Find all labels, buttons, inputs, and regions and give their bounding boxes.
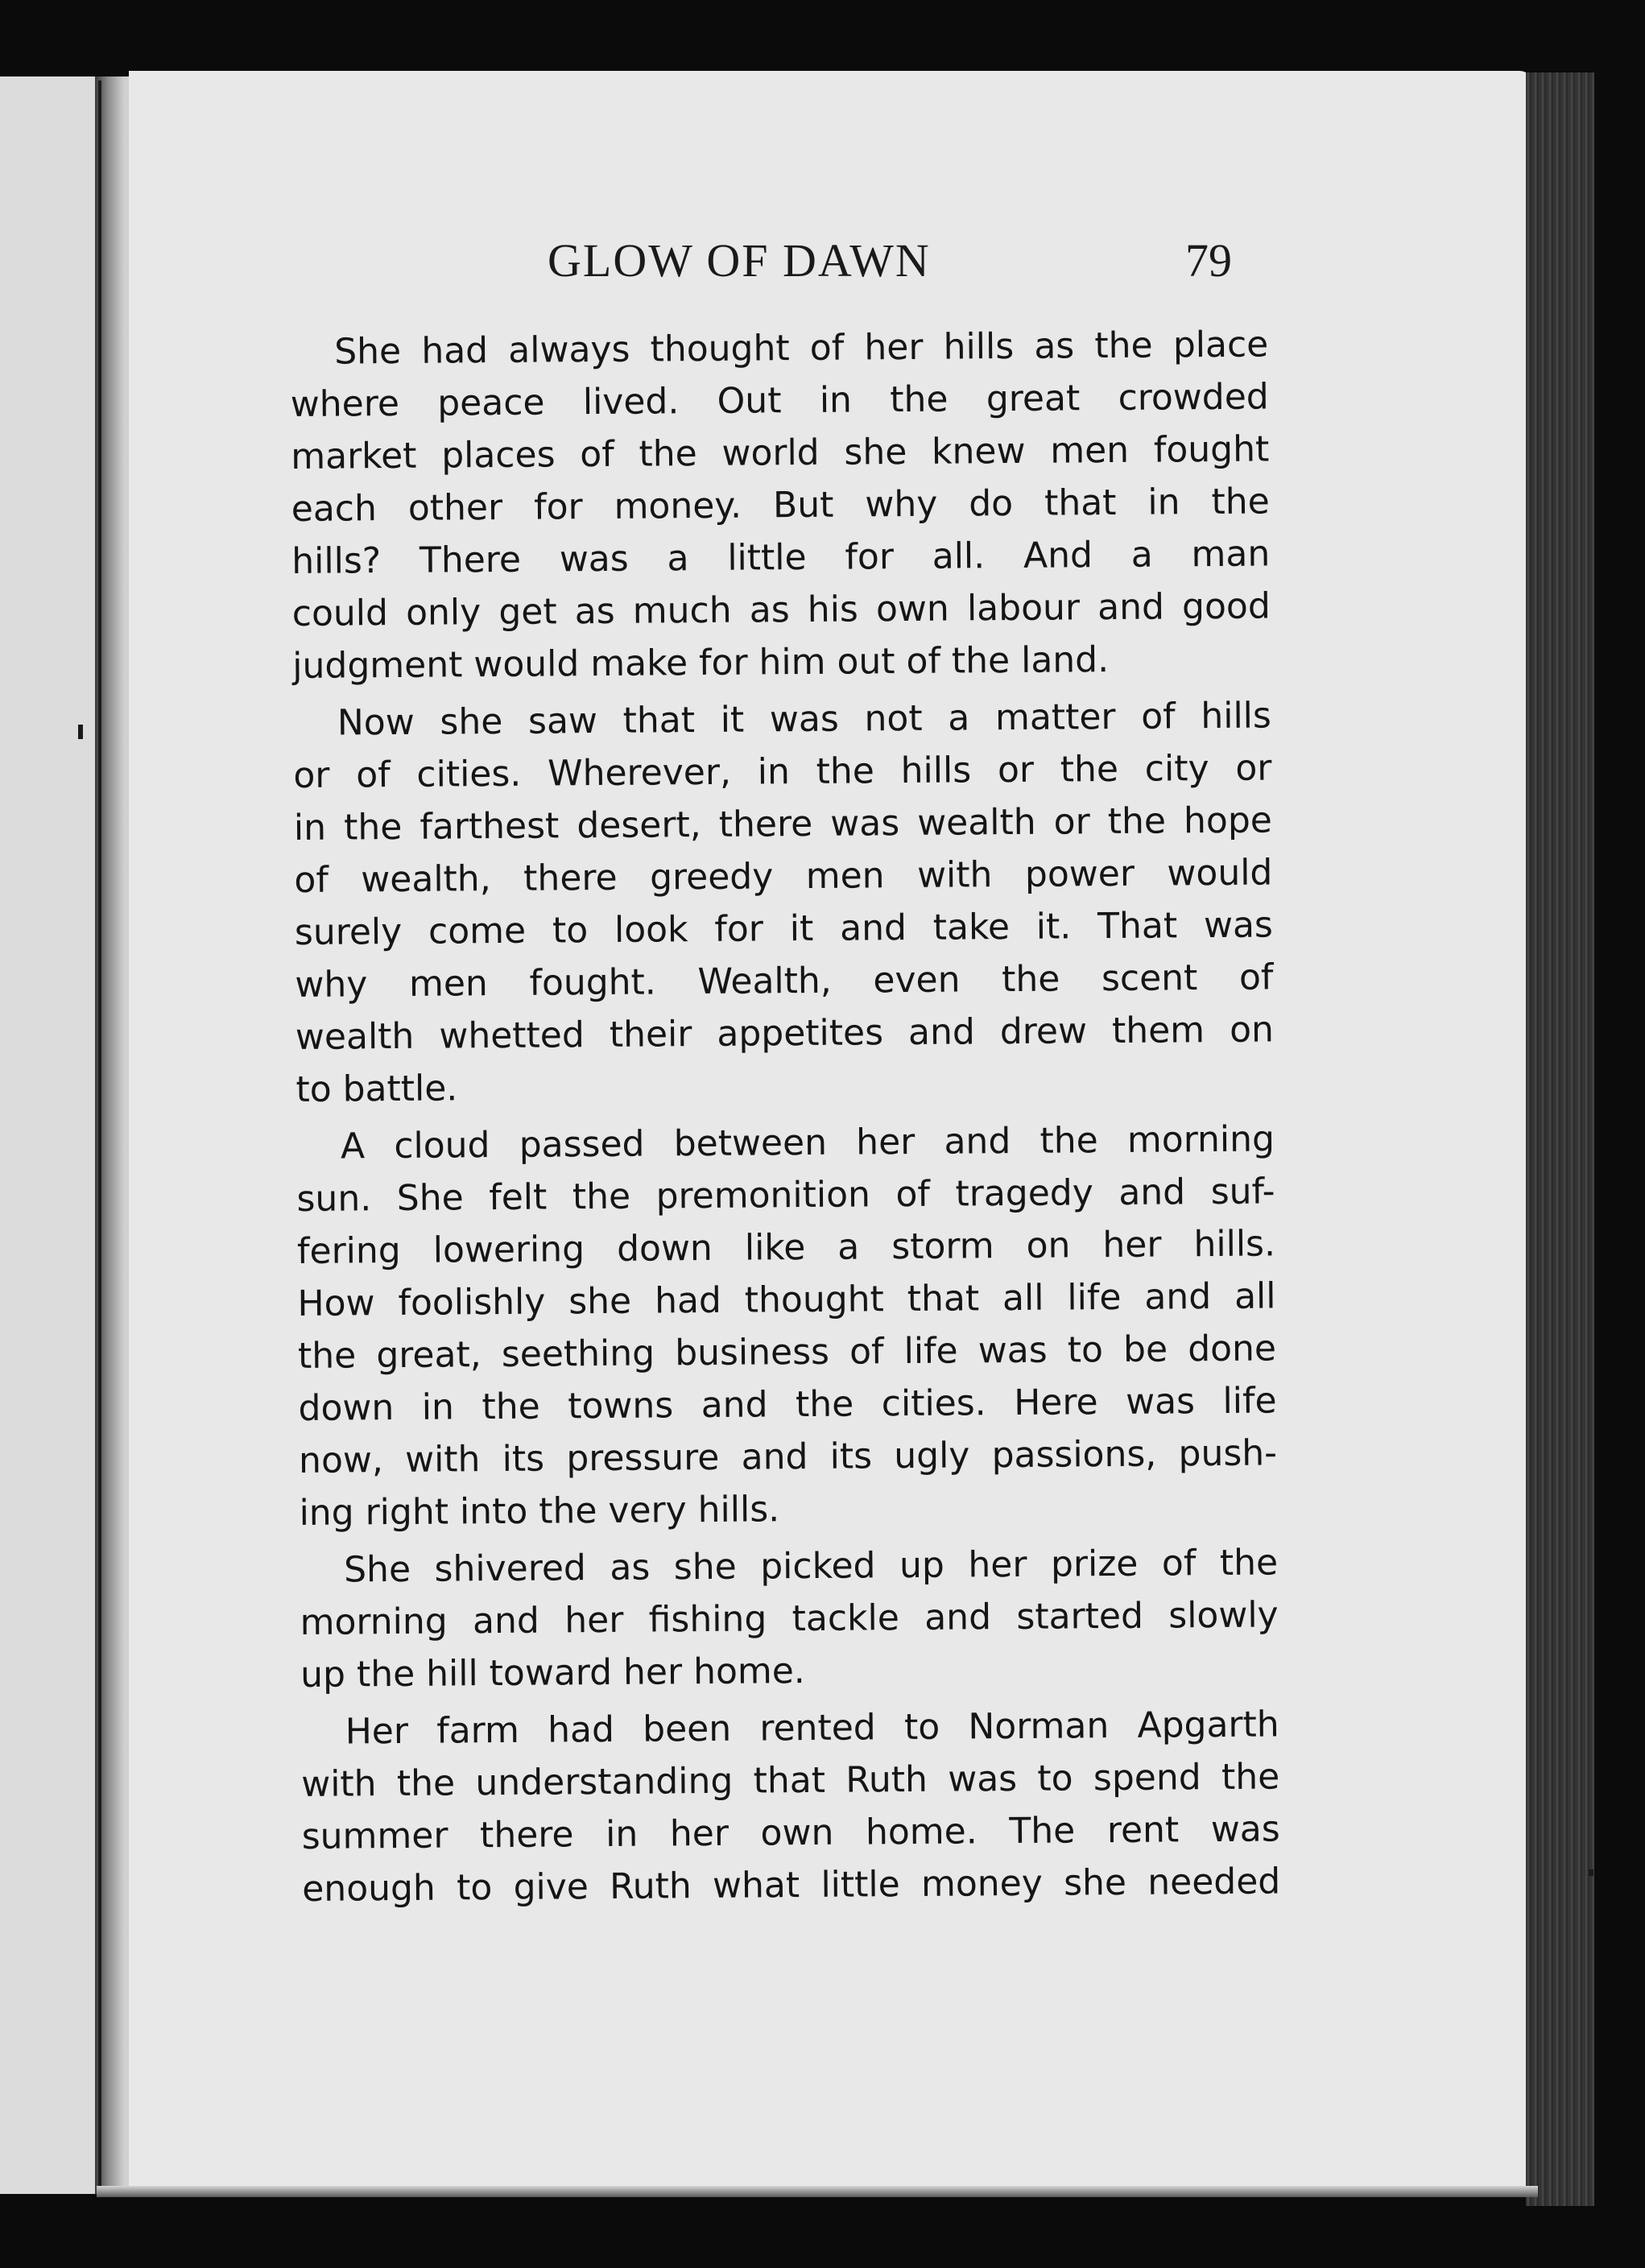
- book-page-edges: [1526, 72, 1594, 2206]
- text-line: fering lowering down like a storm on her hills.: [296, 1223, 1276, 1272]
- paragraph: [293, 689, 1275, 1116]
- running-head: [306, 233, 1232, 306]
- text-line: where peace lived. Out in the great crowded: [290, 376, 1269, 425]
- text-line: down in the towns and the cities. Here was life: [298, 1380, 1277, 1429]
- text-line: surely come to look for it and take it. That was: [294, 904, 1274, 953]
- text-line: could only get as much as his own labour and good: [291, 585, 1271, 634]
- facing-page-edge: [0, 76, 101, 2194]
- text-line: to battle.: [296, 1068, 458, 1110]
- scan-speck: [78, 725, 83, 739]
- paragraph: [300, 1698, 1280, 1915]
- paragraph: [300, 1536, 1279, 1701]
- scan-speck: [1589, 1869, 1593, 1876]
- text-line: wealth whetted their appetites and drew them on: [295, 1009, 1275, 1058]
- text-line: morning and her fishing tackle and started slowly: [300, 1594, 1279, 1643]
- text-line: Now she saw that it was not a matter of hills: [337, 695, 1272, 744]
- text-line: or of cities. Wherever, in the hills or the city or: [293, 747, 1272, 796]
- text-line: now, with its pressure and its ugly passions, push-: [298, 1432, 1278, 1481]
- text-line: She shivered as she picked up her prize of the: [343, 1542, 1279, 1591]
- text-line: A cloud passed between her and the morning: [340, 1118, 1275, 1167]
- text-line: market places of the world she knew men fought: [291, 428, 1270, 477]
- text-line: each other for money. But why do that in the: [291, 481, 1270, 530]
- body-text: [290, 318, 1281, 1919]
- text-line: the great, seething business of life was to be done: [297, 1328, 1277, 1377]
- text-line: of wealth, there greedy men with power would: [294, 852, 1273, 901]
- text-line: why men fought. Wealth, even the scent of: [295, 956, 1274, 1006]
- paragraph: [290, 318, 1271, 692]
- text-line: sun. She felt the premonition of tragedy and suf-: [296, 1171, 1275, 1220]
- text-line: Her farm had been rented to Norman Apgarth: [345, 1704, 1279, 1753]
- page-bottom-edge: [97, 2186, 1538, 2197]
- text-line: She had always thought of her hills as the place: [334, 324, 1269, 373]
- text-line: ing right into the very hills.: [299, 1489, 780, 1534]
- text-line: up the hill toward her home.: [300, 1650, 805, 1696]
- text-line: in the farthest desert, there was wealth or the hope: [293, 799, 1273, 849]
- page-number: 79: [1185, 234, 1232, 287]
- text-line: hills? There was a little for all. And a man: [291, 533, 1271, 582]
- text-line: summer there in her own home. The rent was: [301, 1808, 1280, 1857]
- text-line: enough to give Ruth what little money she needed: [302, 1861, 1281, 1910]
- running-head-title: GLOW OF DAWN: [548, 234, 931, 287]
- text-line: with the understanding that Ruth was to spend the: [301, 1756, 1280, 1805]
- gutter-line: [98, 81, 101, 2190]
- text-line: How foolishly she had thought that all life and all: [297, 1275, 1276, 1324]
- text-line: judgment would make for him out of the land.: [292, 639, 1110, 687]
- paragraph: [296, 1113, 1278, 1539]
